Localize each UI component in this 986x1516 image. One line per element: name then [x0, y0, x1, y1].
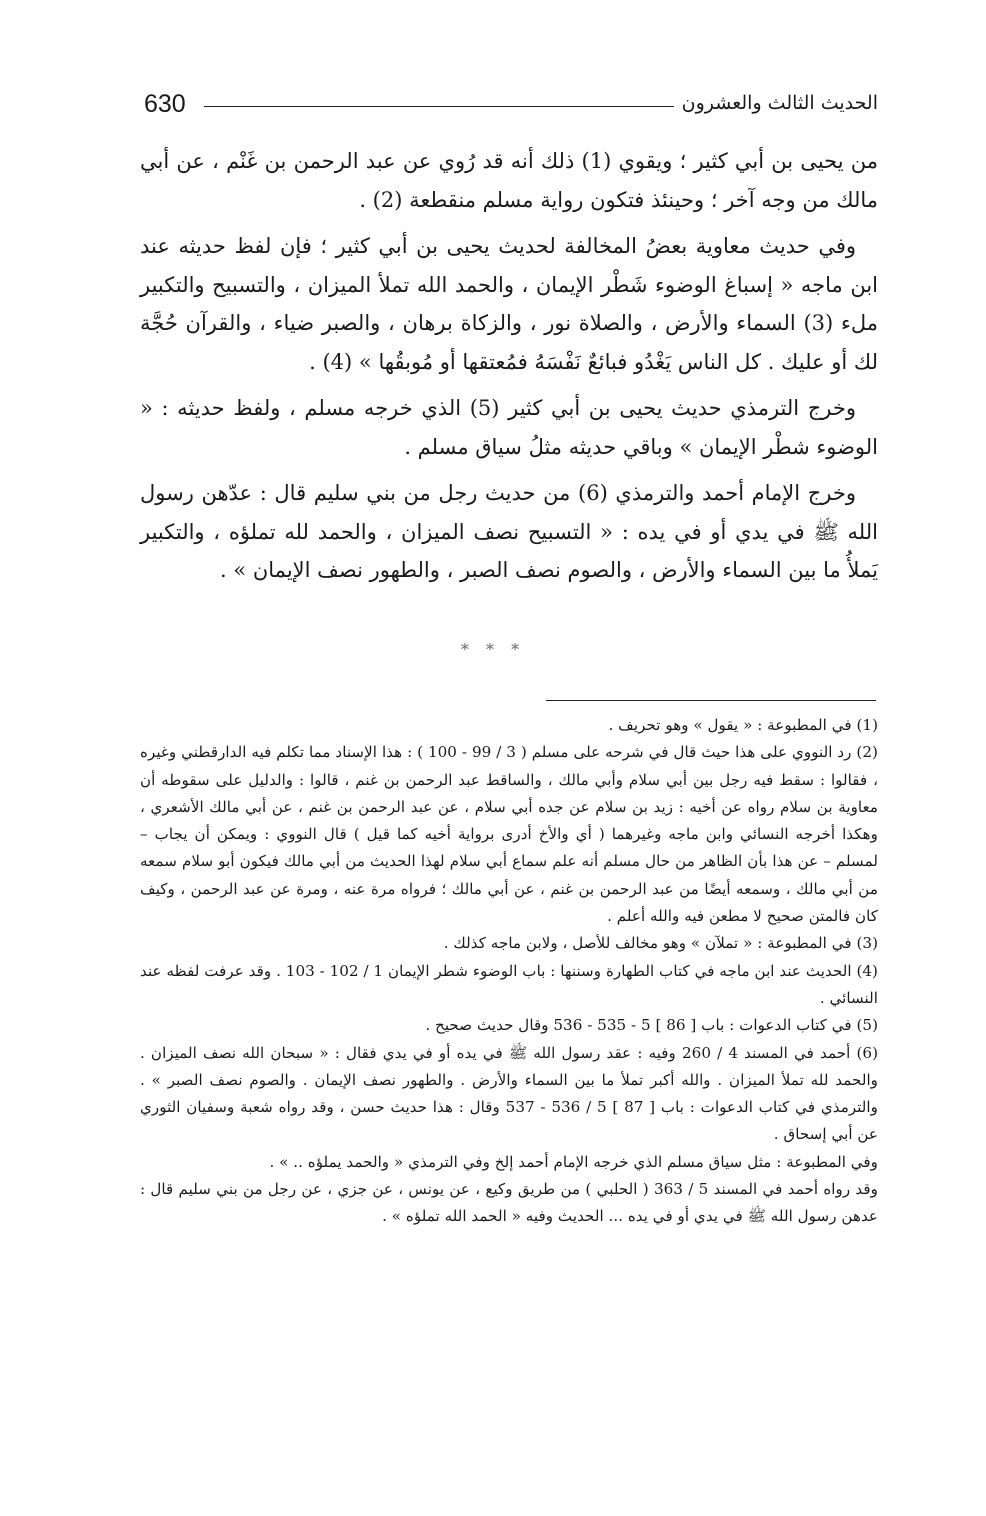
- paragraph-3: وخرج الترمذي حديث يحيى بن أبي كثير (5) الذي خرجه مسلم ، ولفظ حديثه : « الوضوء شطْر الإيمان » وباقي حديثه مثلُ سياق مسلم .: [140, 396, 878, 459]
- paragraph-4: وخرج الإمام أحمد والترمذي (6) من حديث رجل من بني سليم قال : عدّهن رسول الله ﷺ في يدي أو في يده : « التسبيح نصف الميزان ، والحمد لله تملؤه ، والتكبير يَملأُ ما بين السماء والأرض ، والصوم نصف الصبر ، والطهور نصف الإيمان » .: [140, 481, 878, 582]
- footnote-1: (1) في المطبوعة : « يقول » وهو تحريف .: [608, 716, 878, 734]
- footnote-rule: [546, 700, 876, 701]
- footnote-6-note-b: وقد رواه أحمد في المسند 5 / 363 ( الحلبي ) من طريق وكيع ، عن يونس ، عن جزي ، عن رجل من بني سليم قال : عدهن رسول الله ﷺ في يدي أو في يده ... الحديث وفيه « الحمد الله تملؤه » .: [140, 1180, 878, 1226]
- page-header: [144, 88, 878, 128]
- footnote-4: (4) الحديث عند ابن ماجه في كتاب الطهارة وسننها : باب الوضوء شطر الإيمان 1 / 102 - 103 . وقد عرفت لفظه عند النسائي .: [140, 961, 878, 1007]
- footnote-6: (6) أحمد في المسند 4 / 260 وفيه : عقد رسول الله ﷺ في يده أو في يدي فقال : « سبحان الله نصف الميزان . والحمد لله تملأ الميزان . والله أكبر تملأ ما بين السماء والأرض . والطهور نصف الإيمان . والصوم نصف الصبر » . والترمذي في كتاب الدعوات : باب [ 87 ] 5 / 536 - 537 وقال : هذا حديث حسن ، وقد رواه شعبة وسفيان الثوري عن أبي إسحاق .: [140, 1043, 878, 1144]
- main-text: [140, 142, 878, 598]
- page-number: 630: [144, 90, 186, 118]
- footnotes: [140, 712, 878, 1231]
- paragraph-1: من يحيى بن أبي كثير ؛ ويقوي (1) ذلك أنه قد رُوي عن عبد الرحمن بن غَنْم ، عن أبي مالك من وجه آخر ؛ وحينئذ فتكون رواية مسلم منقطعة (2) .: [140, 149, 878, 212]
- footnote-2: (2) رد النووي على هذا حيث قال في شرحه على مسلم ( 3 / 99 - 100 ) : هذا الإسناد مما تكلم فيه الدارقطني وغيره ، فقالوا : سقط فيه رجل بين أبي سلام وأبي مالك ، والساقط عبد الرحمن بن غنم ، قالوا : والدليل على سقوطه أن معاوية بن سلام رواه عن أخيه : زيد بن سلام عن جده أبي سلام ، عن عبد الرحمن بن غنم ، عن أبي مالك الأشعري ، وهكذا أخرجه النسائي وابن ماجه وغيرهما ( أي والأخ أدرى برواية أخيه كما قيل ) قال النووي : ويمكن أن يجاب – لمسلم – عن هذا بأن الظاهر من حال مسلم أنه علم سماع أبي سلام لهذا الحديث من أبي مالك فيكون أبو سلام سمعه من أبي مالك ، وسمعه أيضًا من عبد الرحمن بن غنم ، عن أبي مالك ؛ فرواه مرة عنه ، ومرة عن عبد الرحمن ، وكيف كان فالمتن صحيح لا مطعن فيه والله أعلم .: [140, 743, 878, 926]
- footnote-3: (3) في المطبوعة : « تملآن » وهو مخالف للأصل ، ولابن ماجه كذلك .: [443, 934, 878, 953]
- section-separator: * * *: [460, 640, 526, 659]
- paragraph-2: وفي حديث معاوية بعضُ المخالفة لحديث يحيى بن أبي كثير ؛ فإن لفظ حديثه عند ابن ماجه « إسباغ الوضوء شَطْر الإيمان ، والحمد الله تملأ الميزان ، والتسبيح والتكبير ملء (3) السماء والأرض ، والصلاة نور ، والزكاة برهان ، والصبر ضياء ، والقرآن حُجَّة لك أو عليك . كل الناس يَغْدُو فبائعٌ نَفْسَهُ فمُعتقها أو مُوبقُها » (4) .: [140, 234, 878, 374]
- running-title: الحديث الثالث والعشرون: [674, 92, 878, 114]
- footnote-6-note-a: وفي المطبوعة : مثل سياق مسلم الذي خرجه الإمام أحمد إلخ وفي الترمذي « والحمد يملؤه .. » .: [269, 1152, 878, 1171]
- footnote-5: (5) في كتاب الدعوات : باب [ 86 ] 5 - 535 - 536 وقال حديث صحيح .: [425, 1016, 878, 1035]
